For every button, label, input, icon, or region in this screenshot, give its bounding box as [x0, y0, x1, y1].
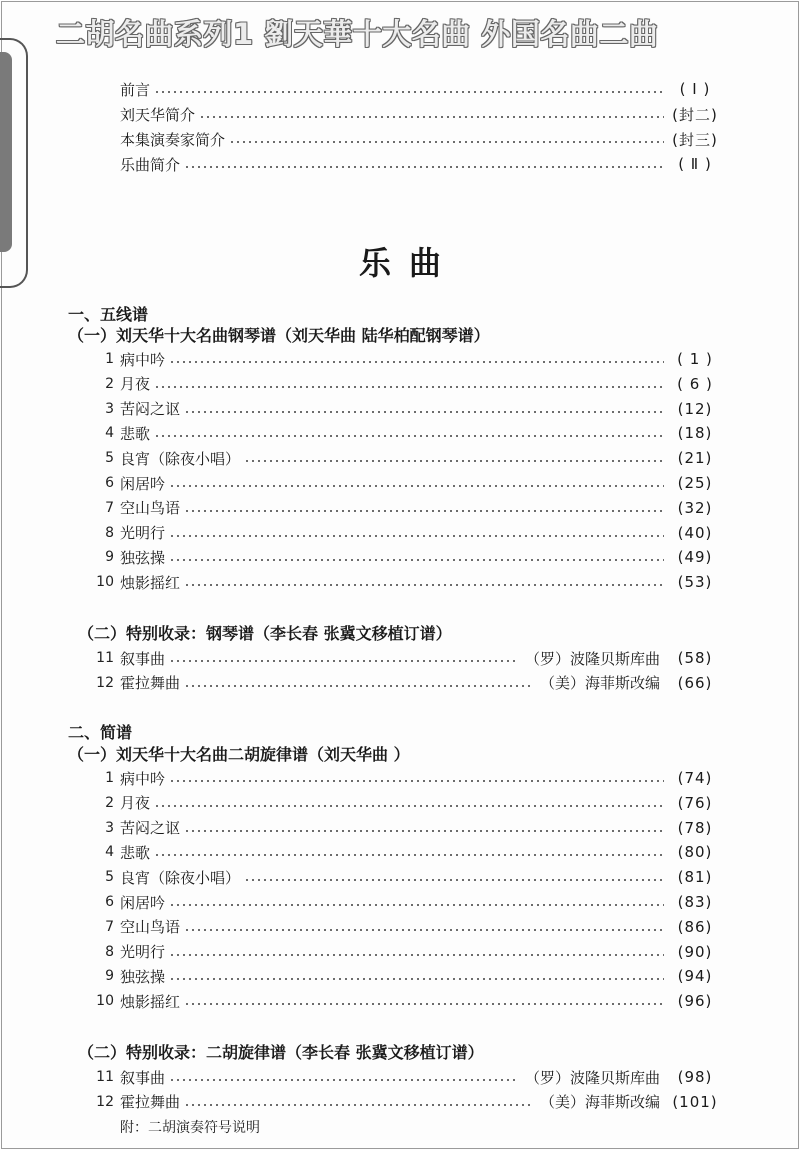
toc-item-number: 10 — [96, 574, 114, 591]
appendix-note: 附：二胡演奏符号说明 — [120, 1120, 260, 1136]
toc-item-page: ( 1 ) — [677, 350, 713, 368]
toc-entry[interactable] — [92, 890, 720, 914]
toc-item-number: 2 — [105, 794, 114, 811]
toc-item-page: (封三) — [672, 130, 718, 149]
toc-item-number: 9 — [105, 968, 114, 985]
leader-dots — [184, 1104, 534, 1106]
toc-item-number: 7 — [105, 918, 114, 935]
leader-dots — [169, 660, 519, 662]
leader-dots — [184, 685, 534, 687]
subsection-heading: （一）刘天华十大名曲钢琴谱（刘天华曲 陆华柏配钢琴谱） — [68, 326, 490, 345]
toc-item-page: (98) — [677, 1068, 713, 1086]
toc-entry[interactable] — [92, 545, 720, 569]
toc-item-page: ( Ⅱ ) — [678, 155, 712, 173]
toc-item-number: 5 — [105, 450, 114, 467]
toc-item-label: 月夜 — [120, 794, 151, 813]
toc-item-label: 闲居吟 — [120, 893, 166, 912]
toc-item-number: 3 — [105, 400, 114, 417]
toc-entry[interactable] — [92, 766, 720, 790]
toc-item-composer: （罗）波隆贝斯库曲 — [524, 649, 660, 668]
toc-entry[interactable] — [92, 915, 720, 939]
toc-item-page: (53) — [677, 573, 713, 592]
leader-dots — [184, 510, 664, 512]
leader-dots — [169, 485, 664, 487]
toc-item-label: 月夜 — [120, 375, 151, 394]
toc-item-number: 3 — [105, 819, 114, 836]
toc-item-label: 独弦操 — [120, 967, 166, 986]
toc-item-label: 前言 — [120, 80, 151, 99]
toc-entry[interactable] — [92, 840, 720, 864]
leader-dots — [169, 978, 664, 980]
section-title: 乐曲 — [358, 244, 459, 282]
toc-entry[interactable] — [92, 646, 720, 670]
part-heading-numbered: 二、简谱 — [68, 723, 133, 742]
leader-dots — [154, 805, 664, 807]
toc-item-label: 烛影摇红 — [120, 992, 181, 1011]
toc-item-label: 悲歌 — [120, 424, 151, 443]
toc-item-number: 8 — [105, 943, 114, 960]
leader-dots — [184, 411, 664, 413]
toc-entry[interactable] — [92, 347, 720, 371]
toc-item-page: (78) — [677, 818, 713, 837]
leader-dots — [169, 780, 664, 782]
toc-entry[interactable] — [92, 671, 720, 695]
toc-item-number: 4 — [105, 425, 114, 442]
toc-item-page: (80) — [677, 843, 713, 862]
toc-entry[interactable] — [92, 816, 720, 840]
toc-item-number: 11 — [96, 650, 114, 666]
toc-item-number: 10 — [96, 993, 114, 1010]
toc-item-page: (66) — [677, 673, 713, 692]
toc-item-label: 空山鸟语 — [120, 499, 181, 518]
leader-dots — [154, 854, 664, 856]
toc-item-number: 12 — [96, 1093, 114, 1110]
toc-item-number: 6 — [105, 475, 114, 491]
toc-item-number: 2 — [105, 375, 114, 392]
toc-item-label: 悲歌 — [120, 843, 151, 862]
leader-dots — [184, 584, 664, 586]
toc-front-matter-performer-intro[interactable] — [120, 127, 720, 151]
toc-item-number: 4 — [105, 844, 114, 861]
toc-item-number: 5 — [105, 869, 114, 886]
toc-item-page: ( Ⅰ ) — [679, 80, 711, 98]
toc-item-label: 叙事曲 — [120, 1068, 166, 1087]
toc-item-page: ( 6 ) — [677, 374, 713, 393]
subsection-heading: （二）特别收录：钢琴谱（李长春 张冀文移植订谱） — [78, 624, 452, 643]
toc-item-page: (58) — [677, 649, 713, 667]
toc-front-matter-preface[interactable] — [120, 77, 720, 101]
toc-item-composer: （罗）波隆贝斯库曲 — [524, 1068, 660, 1087]
toc-entry[interactable] — [92, 521, 720, 545]
toc-entry[interactable] — [92, 372, 720, 396]
toc-entry[interactable] — [92, 421, 720, 445]
toc-entry[interactable] — [92, 989, 720, 1013]
page-tab-marker-fill — [0, 52, 12, 252]
toc-item-label: 苦闷之讴 — [120, 400, 181, 419]
leader-dots — [154, 435, 664, 437]
leader-dots — [199, 116, 664, 118]
leader-dots — [169, 904, 664, 906]
toc-item-label: 叙事曲 — [120, 649, 166, 668]
toc-item-page: (封二) — [672, 105, 718, 124]
toc-item-number: 6 — [105, 894, 114, 910]
toc-item-page: (76) — [677, 793, 713, 812]
toc-item-label: 光明行 — [120, 943, 166, 962]
leader-dots — [169, 1079, 519, 1081]
toc-item-label: 苦闷之讴 — [120, 819, 181, 838]
toc-item-page: (94) — [677, 967, 713, 986]
toc-entry[interactable] — [92, 397, 720, 421]
leader-dots — [154, 386, 664, 388]
leader-dots — [184, 929, 664, 931]
header-banner: 二胡名曲系列1 劉天華十大名曲 外国名曲二曲 — [56, 17, 659, 51]
toc-entry[interactable] — [92, 791, 720, 815]
subsection-heading: （二）特别收录：二胡旋律谱（李长春 张冀文移植订谱） — [78, 1043, 484, 1062]
leader-dots — [169, 954, 664, 956]
toc-entry[interactable] — [92, 940, 720, 964]
toc-item-page: (49) — [677, 548, 713, 567]
toc-item-label: 良宵（除夜小唱） — [120, 449, 241, 468]
toc-entry[interactable] — [92, 496, 720, 520]
part-heading-staff: 一、五线谱 — [68, 305, 149, 324]
leader-dots — [184, 1003, 664, 1005]
leader-dots — [244, 879, 664, 881]
toc-item-label: 病中吟 — [120, 350, 166, 369]
toc-item-number: 9 — [105, 549, 114, 566]
toc-item-page: (12) — [677, 399, 713, 418]
leader-dots — [169, 535, 664, 537]
toc-item-page: (90) — [677, 942, 713, 961]
toc-item-page: (18) — [677, 424, 713, 443]
toc-item-page: (96) — [677, 992, 713, 1011]
toc-item-number: 1 — [105, 351, 114, 367]
toc-item-page: (25) — [677, 474, 713, 492]
leader-dots — [169, 361, 664, 363]
leader-dots — [154, 91, 664, 93]
toc-item-number: 7 — [105, 499, 114, 516]
toc-item-label: 空山鸟语 — [120, 918, 181, 937]
toc-item-label: 刘天华简介 — [120, 105, 196, 124]
leader-dots — [244, 460, 664, 462]
toc-entry[interactable] — [92, 570, 720, 594]
toc-entry[interactable] — [92, 964, 720, 988]
leader-dots — [184, 166, 664, 168]
toc-item-page: (101) — [672, 1092, 718, 1111]
toc-entry[interactable] — [92, 865, 720, 889]
toc-entry[interactable] — [92, 1065, 720, 1089]
toc-item-number: 8 — [105, 524, 114, 541]
toc-item-label: 霍拉舞曲 — [120, 674, 181, 692]
toc-item-label: 霍拉舞曲 — [120, 1093, 181, 1111]
toc-item-page: (74) — [677, 769, 713, 787]
subsection-heading: （一）刘天华十大名曲二胡旋律谱（刘天华曲 ） — [68, 745, 410, 764]
toc-item-label: 乐曲简介 — [120, 155, 181, 174]
leader-dots — [169, 559, 664, 561]
toc-item-page: (86) — [677, 917, 713, 936]
toc-item-composer: （美）海菲斯改编 — [539, 674, 660, 692]
toc-item-number: 1 — [105, 770, 114, 786]
toc-item-page: (83) — [677, 893, 713, 911]
toc-item-page: (40) — [677, 523, 713, 542]
toc-item-label: 光明行 — [120, 524, 166, 543]
toc-front-matter-liu-intro[interactable] — [120, 102, 720, 126]
toc-item-label: 独弦操 — [120, 548, 166, 567]
toc-item-label: 闲居吟 — [120, 474, 166, 493]
leader-dots — [229, 141, 664, 143]
toc-entry[interactable] — [92, 446, 720, 470]
leader-dots — [184, 830, 664, 832]
toc-item-number: 12 — [96, 674, 114, 691]
toc-item-composer: （美）海菲斯改编 — [539, 1093, 660, 1111]
toc-entry[interactable] — [92, 1090, 720, 1114]
toc-entry[interactable] — [92, 471, 720, 495]
toc-item-number: 11 — [96, 1069, 114, 1085]
toc-item-page: (32) — [677, 498, 713, 517]
toc-item-label: 病中吟 — [120, 769, 166, 788]
toc-item-page: (81) — [677, 868, 713, 887]
toc-item-page: (21) — [677, 449, 713, 468]
toc-item-label: 本集演奏家简介 — [120, 130, 226, 149]
toc-item-label: 烛影摇红 — [120, 573, 181, 592]
toc-item-label: 良宵（除夜小唱） — [120, 868, 241, 887]
toc-front-matter-music-intro[interactable] — [120, 152, 720, 176]
